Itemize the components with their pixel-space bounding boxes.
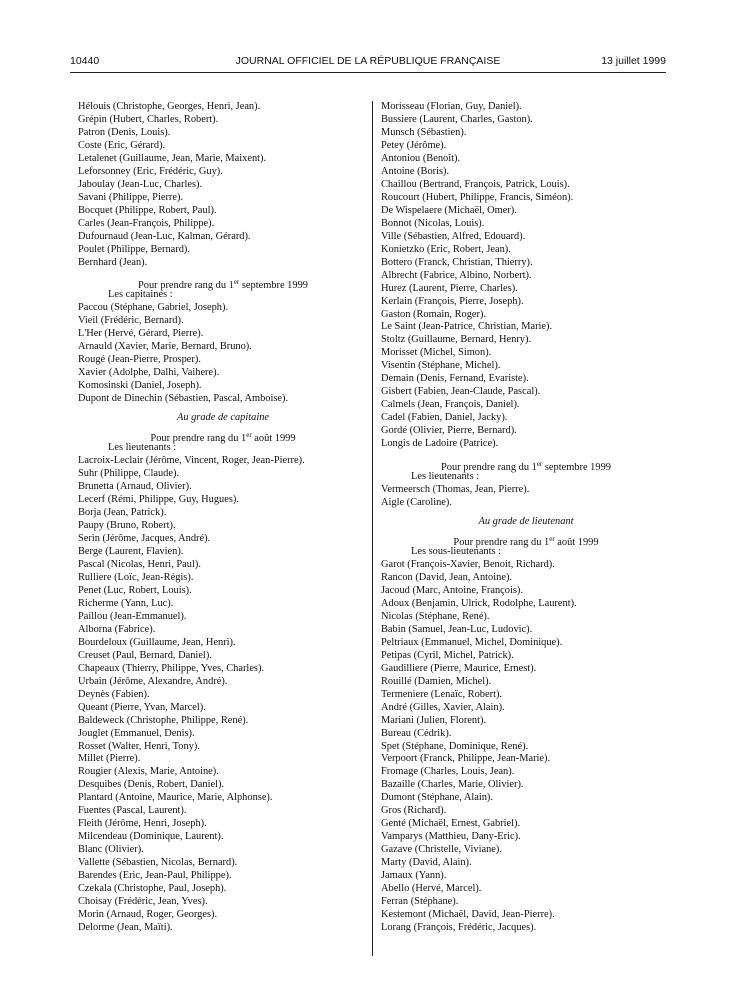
name-entry: Desquibes (Denis, Robert, Daniel).	[78, 779, 225, 791]
name-entry: Kerlain (François, Pierre, Joseph).	[381, 295, 524, 307]
name-entry: Lecerf (Rémi, Philippe, Guy, Hugues).	[78, 494, 239, 506]
name-entry: Richerme (Yann, Luc).	[78, 597, 174, 609]
name-entry: Coste (Eric, Gérard).	[78, 139, 166, 151]
name-entry: Bureau (Cédrik).	[381, 727, 452, 739]
name-entry: Serin (Jérôme, Jacques, André).	[78, 533, 211, 544]
name-list	[381, 484, 671, 510]
name-entry: Barendes (Eric, Jean-Paul, Philippe).	[78, 870, 232, 882]
name-entry: Letalenet (Guillaume, Jean, Marie, Maixent).	[78, 152, 267, 164]
journal-title: JOURNAL OFFICIEL DE LA RÉPUBLIQUE FRANÇAISE	[235, 55, 501, 67]
name-entry: Savani (Philippe, Pierre).	[78, 191, 184, 203]
name-entry: Delorme (Jean, Maïti).	[78, 922, 173, 934]
group-label: Les sous-lieutenants :	[411, 545, 502, 557]
name-entry: Hélouis (Christophe, Georges, Henri, Jean).	[78, 101, 261, 112]
name-entry: Lacroix-Leclair (Jérôme, Vincent, Roger, Jean-Pierre).	[78, 455, 305, 467]
name-entry: Czekala (Christophe, Paul, Joseph).	[78, 883, 227, 895]
name-entry: Bonnot (Nicolas, Louis).	[381, 217, 485, 229]
name-entry: Paillou (Jean-Emmanuel).	[78, 610, 187, 622]
name-entry: Milcendeau (Dominique, Laurent).	[78, 831, 224, 843]
name-entry: Deynès (Fabien).	[78, 688, 150, 700]
name-entry: Xavier (Adolphe, Dalhi, Vaihere).	[78, 366, 220, 378]
name-entry: Antoniou (Benoît).	[381, 152, 461, 164]
name-entry: Dufournaud (Jean-Luc, Kalman, Gérard).	[78, 230, 251, 242]
name-entry: Morin (Arnaud, Roger, Georges).	[78, 909, 218, 921]
name-entry: André (Gilles, Xavier, Alain).	[381, 701, 505, 713]
name-entry: Rosset (Walter, Henri, Tony).	[78, 740, 200, 752]
right-column	[381, 101, 671, 935]
name-list	[78, 302, 368, 406]
name-entry: Brunetta (Arnaud, Olivier).	[78, 481, 192, 493]
name-entry: Pascal (Nicolas, Henri, Paul).	[78, 558, 201, 570]
name-entry: Petey (Jérôme).	[381, 139, 447, 151]
name-entry: Plantard (Antoine, Maurice, Marie, Alphonse).	[78, 792, 273, 804]
column-divider	[372, 101, 373, 956]
name-entry: Garot (François-Xavier, Benoit, Richard).	[381, 558, 555, 570]
name-entry: Abello (Hervé, Marcel).	[381, 883, 482, 895]
name-entry: Calmels (Jean, François, Daniel).	[381, 399, 520, 411]
name-entry: Choisay (Frédéric, Jean, Yves).	[78, 896, 208, 908]
name-entry: Bottero (Franck, Christian, Thierry).	[381, 256, 533, 268]
name-entry: Leforsonney (Eric, Frédéric, Guy).	[78, 165, 223, 177]
name-entry: Suhr (Philippe, Claude).	[78, 468, 180, 480]
name-entry: Jaboulay (Jean-Luc, Charles).	[78, 178, 203, 190]
name-entry: Creuset (Paul, Bernard, Daniel).	[78, 649, 212, 661]
name-entry: Dupont de Dinechin (Sébastien, Pascal, Amboise).	[78, 392, 289, 404]
name-list	[78, 101, 368, 270]
name-entry: Gisbert (Fabien, Jean-Claude, Pascal).	[381, 386, 541, 398]
name-entry: Verpoort (Franck, Philippe, Jean-Marie).	[381, 753, 551, 765]
name-entry: Lorang (François, Frédéric, Jacques).	[381, 922, 537, 934]
name-entry: Bazaille (Charles, Marie, Olivier).	[381, 779, 524, 791]
name-entry: Bocquet (Philippe, Robert, Paul).	[78, 204, 217, 216]
name-entry: Marty (David, Alain).	[381, 857, 472, 869]
name-entry: Penet (Luc, Robert, Louis).	[78, 584, 192, 596]
page-number: 10440	[70, 55, 100, 67]
name-entry: Morisseau (Florian, Guy, Daniel).	[381, 101, 522, 112]
group-label: Les lieutenants :	[108, 442, 177, 454]
name-list	[78, 455, 368, 935]
name-entry: Konietzko (Eric, Robert, Jean).	[381, 243, 511, 255]
name-entry: Visentin (Stéphane, Michel).	[381, 360, 501, 372]
name-entry: Albrecht (Fabrice, Albino, Norbert).	[381, 269, 532, 281]
name-entry: Bussiere (Laurent, Charles, Gaston).	[381, 113, 533, 125]
page-header	[70, 55, 666, 71]
name-entry: Hurez (Laurent, Pierre, Charles).	[381, 282, 518, 294]
name-entry: Gros (Richard).	[381, 805, 447, 817]
name-entry: Vamparys (Matthieu, Dany-Eric).	[381, 831, 521, 843]
name-entry: Rancon (David, Jean, Antoine).	[381, 571, 513, 583]
name-entry: Rougier (Alexis, Marie, Antoine).	[78, 766, 219, 778]
name-entry: Mariani (Julien, Florent).	[381, 714, 487, 726]
header-rule	[70, 72, 666, 73]
name-entry: Kestemont (Michaël, David, Jean-Pierre).	[381, 909, 555, 921]
name-entry: Chapeaux (Thierry, Philippe, Yves, Charles).	[78, 662, 265, 674]
name-entry: Gaston (Romain, Roger).	[381, 308, 487, 320]
name-entry: Paupy (Bruno, Robert).	[78, 520, 176, 532]
group-label: Les lieutenants :	[411, 470, 480, 482]
name-entry: Rulliere (Loïc, Jean-Régis).	[78, 571, 194, 583]
name-entry: Gazave (Christelle, Viviane).	[381, 844, 502, 856]
rank-date: Pour prendre rang du 1er août 1999	[453, 535, 599, 548]
name-entry: Borja (Jean, Patrick).	[78, 507, 167, 519]
name-entry: Gaudilliere (Pierre, Maurice, Ernest).	[381, 662, 537, 674]
name-entry: Rougé (Jean-Pierre, Prosper).	[78, 353, 201, 365]
name-entry: Blanc (Olivier).	[78, 844, 144, 856]
name-entry: Genté (Michaël, Ernest, Gabriel).	[381, 818, 521, 830]
name-entry: Cadel (Fabien, Daniel, Jacky).	[381, 412, 508, 424]
rank-date: Pour prendre rang du 1er septembre 1999	[441, 459, 611, 473]
name-entry: Millet (Pierre).	[78, 753, 141, 765]
name-entry: Baldeweck (Christophe, Philippe, René).	[78, 714, 249, 726]
group-label: Les capitaines :	[108, 289, 173, 301]
name-entry: Chaillou (Bertrand, François, Patrick, Louis).	[381, 178, 570, 190]
publication-date: 13 juillet 1999	[601, 55, 666, 67]
name-entry: L'Her (Hervé, Gérard, Pierre).	[78, 327, 204, 339]
name-list	[381, 559, 671, 935]
name-entry: Antoine (Boris).	[381, 165, 450, 177]
name-entry: De Wispelaere (Michaël, Omer).	[381, 204, 517, 216]
name-entry: Stoltz (Guillaume, Bernard, Henry).	[381, 334, 532, 346]
name-entry: Vermeersch (Thomas, Jean, Pierre).	[381, 483, 530, 495]
name-entry: Patron (Denis, Louis).	[78, 126, 171, 138]
name-entry: Jacoud (Marc, Antoine, François).	[381, 584, 523, 596]
name-list	[381, 101, 671, 451]
name-entry: Fleith (Jérôme, Henri, Joseph).	[78, 818, 207, 830]
name-entry: Vieil (Frédéric, Bernard).	[78, 315, 184, 326]
name-entry: Longis de Ladoire (Patrice).	[381, 438, 499, 450]
name-entry: Arnauld (Xavier, Marie, Bernard, Bruno).	[78, 340, 252, 352]
name-entry: Fromage (Charles, Louis, Jean).	[381, 766, 515, 778]
name-entry: Aigle (Caroline).	[381, 496, 452, 508]
name-entry: Jouglet (Emmanuel, Denis).	[78, 727, 195, 739]
name-entry: Roucourt (Hubert, Philippe, Francis, Siméon).	[381, 191, 574, 203]
name-entry: Ville (Sébastien, Alfred, Edouard).	[381, 230, 526, 242]
name-entry: Spet (Stéphane, Dominique, René).	[381, 740, 529, 752]
name-entry: Jamaux (Yann).	[381, 870, 447, 882]
name-entry: Vallette (Sébastien, Nicolas, Bernard).	[78, 857, 238, 869]
name-entry: Nicolas (Stéphane, René).	[381, 610, 490, 622]
grade-title: Au grade de capitaine	[176, 412, 270, 424]
name-entry: Poulet (Philippe, Bernard).	[78, 243, 190, 255]
rank-date: Pour prendre rang du 1er septembre 1999	[138, 278, 308, 292]
rank-date: Pour prendre rang du 1er août 1999	[150, 431, 296, 445]
name-entry: Queant (Pierre, Yvan, Marcel).	[78, 701, 206, 713]
name-entry: Munsch (Sébastien).	[381, 126, 467, 138]
left-column	[78, 101, 368, 935]
name-entry: Morisset (Michel, Simon).	[381, 347, 492, 359]
name-entry: Petipas (Cyril, Michel, Patrick).	[381, 649, 514, 661]
name-entry: Dumont (Stéphane, Alain).	[381, 792, 493, 804]
name-entry: Termeniere (Lenaïc, Robert).	[381, 688, 503, 700]
name-entry: Adoux (Benjamin, Ulrick, Rodolphe, Laurent).	[381, 597, 577, 609]
name-entry: Gordé (Olivier, Pierre, Bernard).	[381, 425, 517, 437]
name-entry: Paccou (Stéphane, Gabriel, Joseph).	[78, 302, 229, 314]
name-entry: Babin (Samuel, Jean-Luc, Ludovic).	[381, 623, 533, 635]
name-entry: Demain (Denis, Fernand, Evariste).	[381, 373, 529, 385]
name-entry: Berge (Laurent, Flavien).	[78, 545, 184, 557]
name-entry: Komosinski (Daniel, Joseph).	[78, 379, 202, 391]
name-entry: Grépin (Hubert, Charles, Robert).	[78, 113, 219, 125]
grade-title: Au grade de lieutenant	[478, 516, 574, 528]
name-entry: Urbain (Jérôme, Alexandre, André).	[78, 675, 228, 687]
name-entry: Rouillé (Damien, Michel).	[381, 675, 492, 687]
name-entry: Carles (Jean-François, Philippe).	[78, 217, 215, 229]
name-entry: Bernhard (Jean).	[78, 256, 148, 268]
name-entry: Alborna (Fabrice).	[78, 623, 156, 635]
name-entry: Le Saint (Jean-Patrice, Christian, Marie).	[381, 321, 553, 333]
name-entry: Bourdeloux (Guillaume, Jean, Henri).	[78, 636, 236, 648]
name-entry: Fuentes (Pascal, Laurent).	[78, 805, 187, 817]
name-entry: Peltriaux (Emmanuel, Michel, Dominique).	[381, 636, 563, 648]
name-entry: Ferran (Stéphane).	[381, 896, 459, 908]
